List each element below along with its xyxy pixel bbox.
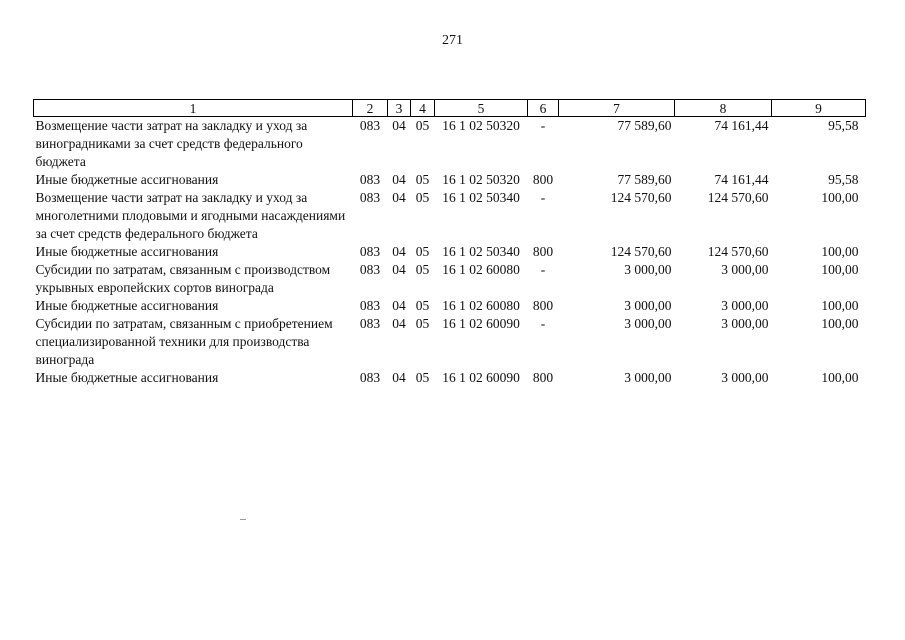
cell-c3: 04 — [392, 172, 406, 187]
cell-c5: 16 1 02 60090 — [442, 316, 520, 331]
cell-c2: 083 — [359, 172, 381, 187]
cell-c7: 3 000,00 — [624, 262, 672, 277]
cell-c7: 3 000,00 — [624, 370, 672, 385]
row-name: Иные бюджетные ассигнования — [35, 298, 219, 313]
cell-c8: 124 570,60 — [707, 190, 769, 205]
table-row — [34, 369, 866, 387]
cell-c4: 05 — [415, 118, 430, 133]
column-header: 8 — [675, 100, 772, 117]
cell-c6: - — [540, 316, 546, 331]
table-row — [34, 171, 866, 189]
cell-c4: 05 — [415, 370, 430, 385]
cell-c9: 100,00 — [821, 262, 859, 277]
column-header: 1 — [34, 100, 353, 117]
cell-c4: 05 — [415, 298, 430, 313]
cell-c7: 124 570,60 — [610, 190, 672, 205]
table-row — [34, 189, 866, 243]
cell-c2: 083 — [359, 298, 381, 313]
cell-c8: 3 000,00 — [721, 262, 769, 277]
column-header: 2 — [353, 100, 388, 117]
cell-c2: 083 — [359, 118, 381, 133]
cell-c6: 800 — [532, 172, 554, 187]
table-header — [34, 100, 866, 117]
cell-c6: - — [540, 262, 546, 277]
cell-c2: 083 — [359, 262, 381, 277]
cell-c2: 083 — [359, 244, 381, 259]
cell-c3: 04 — [392, 370, 406, 385]
cell-c6: 800 — [532, 244, 554, 259]
cell-c5: 16 1 02 50320 — [442, 172, 520, 187]
row-name: Возмещение части затрат на закладку и уход за виноградниками за счет средств федерального бюджета — [35, 118, 308, 169]
cell-c4: 05 — [415, 172, 430, 187]
cell-c3: 04 — [392, 190, 406, 205]
cell-c3: 04 — [392, 298, 406, 313]
cell-c9: 95,58 — [828, 118, 859, 133]
column-header: 6 — [528, 100, 559, 117]
cell-c6: - — [540, 118, 546, 133]
cell-c2: 083 — [359, 316, 381, 331]
row-name: Возмещение части затрат на закладку и уход за многолетними плодовыми и ягодными насаждениями за счет средств федерального бюджета — [35, 190, 346, 241]
cell-c4: 05 — [415, 316, 430, 331]
table-row — [34, 261, 866, 297]
column-header: 5 — [435, 100, 528, 117]
cell-c3: 04 — [392, 118, 406, 133]
scan-mark — [240, 519, 246, 520]
cell-c2: 083 — [359, 190, 381, 205]
cell-c8: 3 000,00 — [721, 370, 769, 385]
cell-c4: 05 — [415, 244, 430, 259]
cell-c3: 04 — [392, 316, 406, 331]
cell-c8: 74 161,44 — [714, 118, 769, 133]
column-header: 4 — [411, 100, 435, 117]
cell-c8: 3 000,00 — [721, 298, 769, 313]
row-name: Субсидии по затратам, связанным с производством укрывных европейских сортов винограда — [35, 262, 331, 295]
cell-c7: 77 589,60 — [617, 172, 672, 187]
cell-c5: 16 1 02 50320 — [442, 118, 520, 133]
cell-c7: 124 570,60 — [610, 244, 672, 259]
cell-c3: 04 — [392, 262, 406, 277]
cell-c8: 3 000,00 — [721, 316, 769, 331]
cell-c4: 05 — [415, 262, 430, 277]
cell-c7: 77 589,60 — [617, 118, 672, 133]
cell-c8: 74 161,44 — [714, 172, 769, 187]
row-name: Субсидии по затратам, связанным с приобретением специализированной техники для производства винограда — [35, 316, 333, 367]
cell-c3: 04 — [392, 244, 406, 259]
cell-c5: 16 1 02 50340 — [442, 190, 520, 205]
table-row — [34, 243, 866, 261]
cell-c9: 95,58 — [828, 172, 859, 187]
cell-c4: 05 — [415, 190, 430, 205]
column-header: 3 — [388, 100, 411, 117]
cell-c2: 083 — [359, 370, 381, 385]
cell-c7: 3 000,00 — [624, 316, 672, 331]
column-header: 9 — [772, 100, 866, 117]
cell-c6: - — [540, 190, 546, 205]
table-row — [34, 297, 866, 315]
cell-c8: 124 570,60 — [707, 244, 769, 259]
row-name: Иные бюджетные ассигнования — [35, 244, 219, 259]
table-row — [34, 117, 866, 172]
cell-c5: 16 1 02 60090 — [442, 370, 520, 385]
cell-c7: 3 000,00 — [624, 298, 672, 313]
cell-c9: 100,00 — [821, 316, 859, 331]
cell-c5: 16 1 02 50340 — [442, 244, 520, 259]
cell-c9: 100,00 — [821, 298, 859, 313]
row-name: Иные бюджетные ассигнования — [35, 370, 219, 385]
cell-c9: 100,00 — [821, 370, 859, 385]
cell-c9: 100,00 — [821, 244, 859, 259]
cell-c6: 800 — [532, 370, 554, 385]
column-header: 7 — [559, 100, 675, 117]
cell-c5: 16 1 02 60080 — [442, 298, 520, 313]
budget-table — [33, 99, 866, 387]
header-row — [34, 100, 866, 117]
cell-c9: 100,00 — [821, 190, 859, 205]
cell-c5: 16 1 02 60080 — [442, 262, 520, 277]
cell-c6: 800 — [532, 298, 554, 313]
page-number: 271 — [442, 33, 463, 48]
table-row — [34, 315, 866, 369]
row-name: Иные бюджетные ассигнования — [35, 172, 219, 187]
